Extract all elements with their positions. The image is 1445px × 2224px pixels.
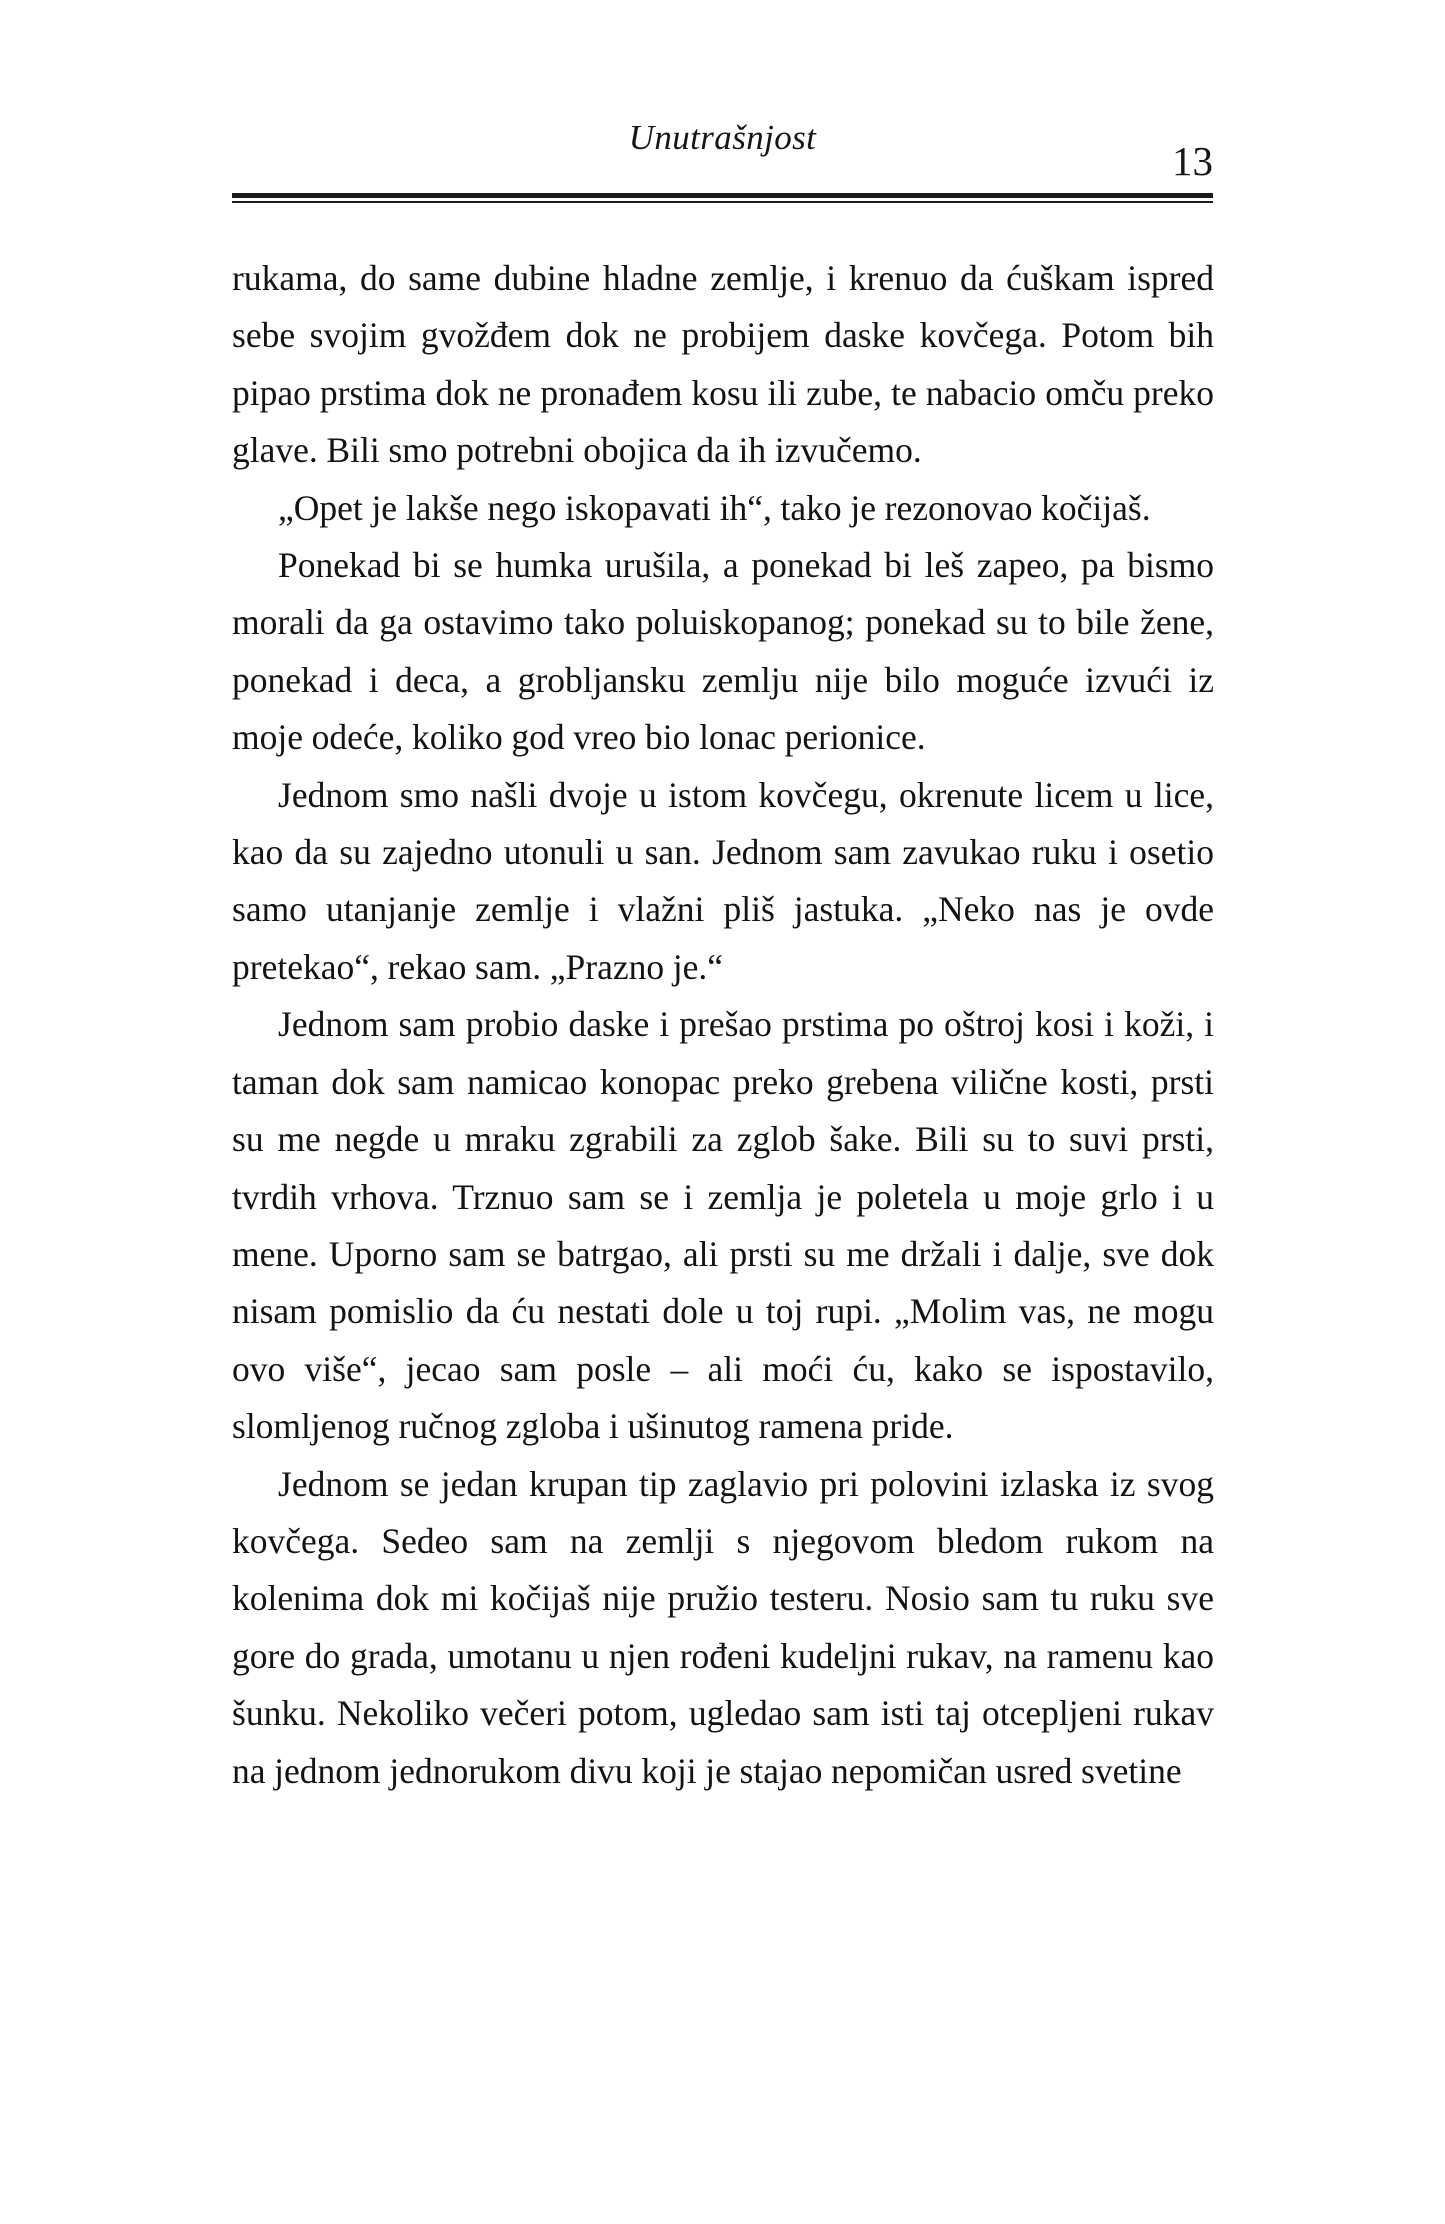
paragraph: rukama, do same dubine hladne zemlje, i krenuo da ćuškam ispred sebe svojim gvožđem dok ne probijem daske kovčega. Potom bih pipao prstima dok ne pronađem kosu ili zube, te nabacio omču preko glave. Bili smo potrebni obojica da ih izvučemo. [232,258,1214,471]
paragraph: Jednom sam probio daske i prešao prstima po oštroj kosi i koži, i taman dok sam namicao konopac preko grebena vilične kosti, prsti su me negde u mraku zgrabili za zglob šake. Bili su to suvi prsti, tvrdih vrhova. Trznuo sam se i zemlja je poletela u moje grlo i u mene. Uporno sam se batrgao, ali prsti su me držali i dalje, sve dok nisam pomislio da ću nestati dole u toj rupi. „Molim vas, ne mogu ovo više“, jecao sam posle – ali moći ću, kako se ispostavilo, slomljenog ručnog zgloba i ušinutog ramena pride. [232,1004,1214,1447]
paragraph: Ponekad bi se humka urušila, a ponekad bi leš zapeo, pa bismo morali da ga ostavimo tako poluiskopanog; ponekad su to bile žene, ponekad i deca, a grobljansku zemlju nije bilo moguće izvući iz moje odeće, koliko god vreo bio lonac perionice. [232,545,1214,758]
paragraph: Jednom smo našli dvoje u istom kovčegu, okrenute licem u lice, kao da su zajedno utonuli u san. Jednom sam zavukao ruku i osetio samo utanjanje zemlje i vlažni pliš jastuka. „Neko nas je ovde pretekao“, rekao sam. „Prazno je.“ [232,774,1214,987]
page-number: 13 [1172,138,1213,184]
paragraph: „Opet je lakše nego iskopavati ih“, tako je rezonovao kočijaš. [278,487,1151,528]
paragraph: Jednom se jedan krupan tip zaglavio pri polovini izlaska iz svog kovčega. Sedeo sam na zemlji s njegovom bledom rukom na kolenima dok mi kočijaš nije pružio testeru. Nosio sam tu ruku sve gore do grada, umotanu u njen rođeni kudeljni rukav, na ramenu kao šunku. Nekoliko večeri potom, ugledao sam isti taj otcepljeni rukav na jednom jednorukom divu koji je stajao nepomičan usred svetine [232,1463,1214,1791]
running-head [232,118,1213,184]
running-head-title: Unutrašnjost [628,118,817,157]
header-divider-rule [232,193,1213,204]
body-text-block [232,250,1214,1800]
rule-thin [232,201,1213,203]
